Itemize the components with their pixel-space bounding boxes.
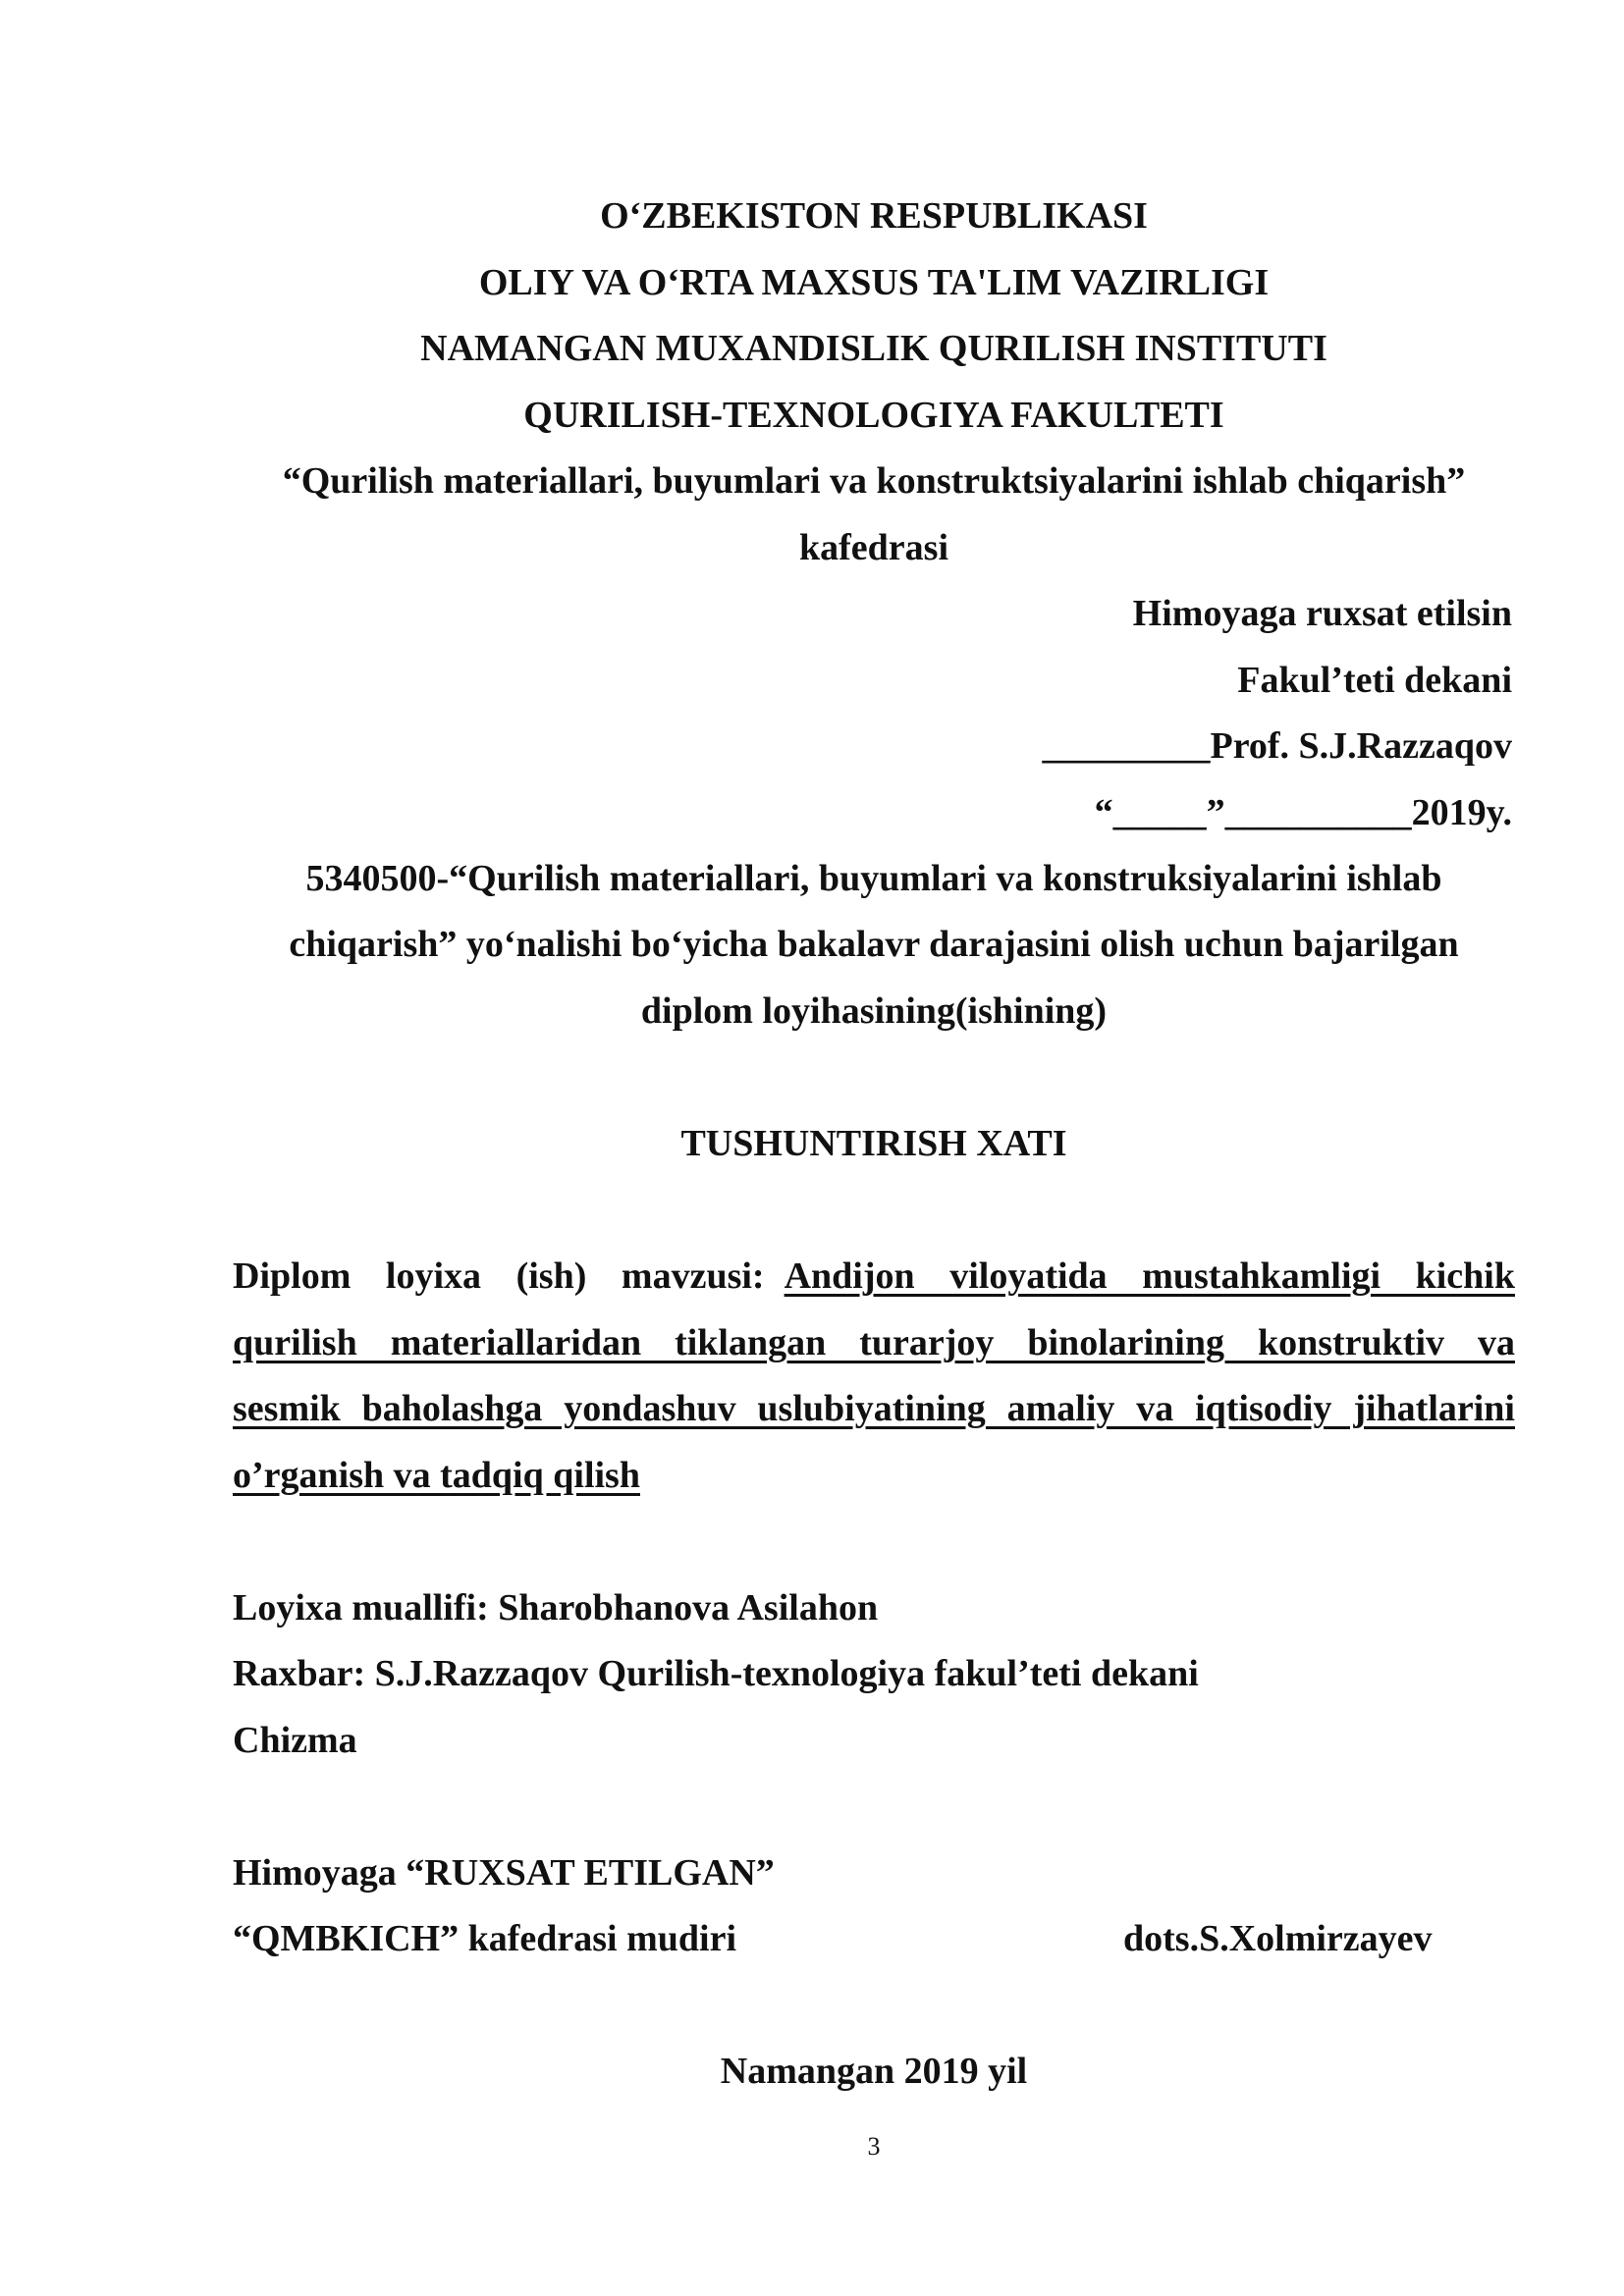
place-year: Namangan 2019 yil [720,2051,1028,2092]
faculty-heading: QURILISH-TEXNOLOGIYA FAKULTETI [523,395,1224,436]
purpose-line3: diplom loyihasining(ishining) [640,990,1108,1032]
purpose-line2: chiqarish” yo‘nalishi bo‘yicha bakalavr darajasini olish uchun bajarilgan [289,924,1459,965]
department-heading-line2: kafedrasi [799,527,948,568]
topic-label: Diplom loyixa (ish) mavzusi: [233,1255,765,1297]
department-head-label: “QMBKICH” kafedrasi mudiri [233,1918,737,1959]
approval-line1: Himoyaga ruxsat etilsin [1132,593,1512,634]
supervisor-line: Raxbar: S.J.Razzaqov Qurilish-texnologiya fakul’teti dekani [233,1653,1199,1694]
author-line: Loyixa muallifi: Sharobhanova Asilahon [233,1587,879,1629]
topic-text-line4: o’rganish va tadqiq qilish [233,1455,640,1496]
department-heading-line1: “Qurilish materiallari, buyumlari va konstruktsiyalarini ishlab chiqarish” [282,460,1466,502]
ministry-heading: OLIY VA O‘RTA MAXSUS TA'LIM VAZIRLIGI [478,262,1270,303]
department-head-name: dots.S.Xolmirzayev [1123,1918,1433,1959]
republic-heading: O‘ZBEKISTON RESPUBLIKASI [600,195,1148,237]
topic-text-line3: sesmik baholashga yondashuv uslubiyatining amaliy va iqtisodiy jihatlarini [233,1388,1515,1429]
topic-line1 [233,1253,1515,1300]
document-title: TUSHUNTIRISH XATI [680,1123,1067,1164]
topic-text-line1: Andijon viloyatida mustahkamligi kichik [784,1255,1515,1297]
approval-signature: _________Prof. S.J.Razzaqov [1042,725,1512,767]
purpose-line1: 5340500-“Qurilish materiallari, buyumlari va konstruksiyalarini ishlab [305,858,1442,899]
defense-permission: Himoyaga “RUXSAT ETILGAN” [233,1852,775,1894]
approval-line2: Fakul’teti dekani [1237,660,1512,701]
institute-heading: NAMANGAN MUXANDISLIK QURILISH INSTITUTI [420,328,1327,369]
approval-date: “_____”__________2019y. [1094,792,1512,833]
page-number: 3 [867,2132,881,2161]
drawing-line: Chizma [233,1720,357,1761]
topic-text-line2: qurilish materiallaridan tiklangan turarjoy binolarining konstruktiv va [233,1322,1515,1363]
